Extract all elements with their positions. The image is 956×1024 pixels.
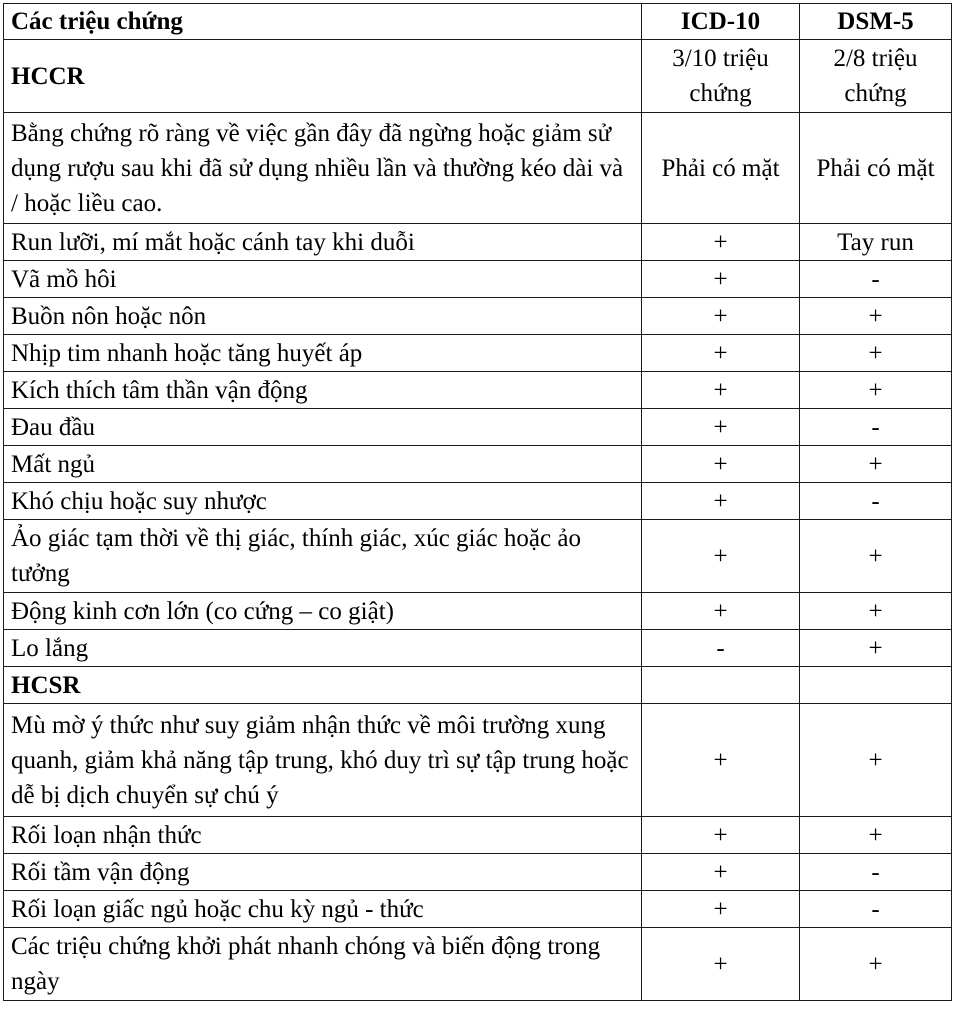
icd10-cell: + — [642, 483, 800, 520]
table-row — [4, 854, 952, 891]
dsm5-cell: + — [800, 372, 952, 409]
icd10-cell: - — [642, 630, 800, 667]
dsm5-cell: + — [800, 446, 952, 483]
symptom-cell: Run lưỡi, mí mắt hoặc cánh tay khi duỗi — [4, 224, 642, 261]
header-icd10: ICD-10 — [642, 4, 800, 40]
table-row — [4, 520, 952, 593]
table-row — [4, 446, 952, 483]
symptom-cell: Kích thích tâm thần vận động — [4, 372, 642, 409]
dsm5-cell: - — [800, 483, 952, 520]
icd10-cell: + — [642, 372, 800, 409]
dsm5-cell: + — [800, 298, 952, 335]
table-header-row — [4, 4, 952, 40]
dsm5-cell: Tay run — [800, 224, 952, 261]
table-row — [4, 817, 952, 854]
symptom-cell: Nhịp tim nhanh hoặc tăng huyết áp — [4, 335, 642, 372]
symptom-comparison-table — [3, 3, 952, 1001]
symptom-cell: Mù mờ ý thức như suy giảm nhận thức về môi trường xung quanh, giảm khả năng tập trung, khó duy trì sự tập trung hoặc dễ bị dịch chuyển sự chú ý — [4, 704, 642, 817]
table-row — [4, 224, 952, 261]
dsm5-cell: - — [800, 854, 952, 891]
dsm5-cell: + — [800, 630, 952, 667]
symptom-cell: Động kinh cơn lớn (co cứng – co giật) — [4, 593, 642, 630]
section-row-hccr — [4, 40, 952, 113]
symptom-cell: Rối loạn giấc ngủ hoặc chu kỳ ngủ - thức — [4, 891, 642, 928]
header-symptoms: Các triệu chứng — [4, 4, 642, 40]
dsm5-cell: - — [800, 261, 952, 298]
icd10-cell: + — [642, 891, 800, 928]
table-row — [4, 891, 952, 928]
section-title-hcsr: HCSR — [4, 667, 642, 704]
dsm5-cell: + — [800, 928, 952, 1001]
dsm5-cell: + — [800, 593, 952, 630]
hcsr-icd10-empty — [642, 667, 800, 704]
symptom-cell: Các triệu chứng khởi phát nhanh chóng và biến động trong ngày — [4, 928, 642, 1001]
symptom-cell: Khó chịu hoặc suy nhược — [4, 483, 642, 520]
dsm5-cell: + — [800, 704, 952, 817]
symptom-cell: Ảo giác tạm thời về thị giác, thính giác, xúc giác hoặc ảo tưởng — [4, 520, 642, 593]
icd10-cell: + — [642, 335, 800, 372]
icd10-cell: + — [642, 817, 800, 854]
table-row — [4, 630, 952, 667]
dsm5-cell: + — [800, 817, 952, 854]
symptom-cell: Vã mồ hôi — [4, 261, 642, 298]
table-row — [4, 483, 952, 520]
icd10-cell: + — [642, 261, 800, 298]
table-row — [4, 113, 952, 224]
dsm5-cell: - — [800, 409, 952, 446]
table-row — [4, 593, 952, 630]
header-dsm5: DSM-5 — [800, 4, 952, 40]
section-row-hcsr — [4, 667, 952, 704]
icd10-cell: + — [642, 928, 800, 1001]
icd10-cell: + — [642, 520, 800, 593]
table-row — [4, 335, 952, 372]
icd10-cell: + — [642, 593, 800, 630]
icd10-cell: + — [642, 704, 800, 817]
symptom-cell: Buồn nôn hoặc nôn — [4, 298, 642, 335]
table-row — [4, 928, 952, 1001]
section-title-hccr: HCCR — [4, 40, 642, 113]
dsm5-cell: + — [800, 520, 952, 593]
hcsr-dsm5-empty — [800, 667, 952, 704]
symptom-cell: Lo lắng — [4, 630, 642, 667]
table-row — [4, 704, 952, 817]
dsm5-cell: + — [800, 335, 952, 372]
icd10-cell: + — [642, 298, 800, 335]
table-row — [4, 298, 952, 335]
hccr-icd10-requirement: 3/10 triệu chứng — [642, 40, 800, 113]
table-row — [4, 409, 952, 446]
symptom-cell: Bằng chứng rõ ràng về việc gần đây đã ngừng hoặc giảm sử dụng rượu sau khi đã sử dụng nhiều lần và thường kéo dài và / hoặc liều cao. — [4, 113, 642, 224]
table-row — [4, 372, 952, 409]
icd10-cell: Phải có mặt — [642, 113, 800, 224]
symptom-cell: Rối tầm vận động — [4, 854, 642, 891]
symptom-cell: Mất ngủ — [4, 446, 642, 483]
symptom-cell: Đau đầu — [4, 409, 642, 446]
dsm5-cell: - — [800, 891, 952, 928]
icd10-cell: + — [642, 854, 800, 891]
hccr-dsm5-requirement: 2/8 triệu chứng — [800, 40, 952, 113]
icd10-cell: + — [642, 409, 800, 446]
symptom-cell: Rối loạn nhận thức — [4, 817, 642, 854]
dsm5-cell: Phải có mặt — [800, 113, 952, 224]
table-row — [4, 261, 952, 298]
icd10-cell: + — [642, 446, 800, 483]
icd10-cell: + — [642, 224, 800, 261]
